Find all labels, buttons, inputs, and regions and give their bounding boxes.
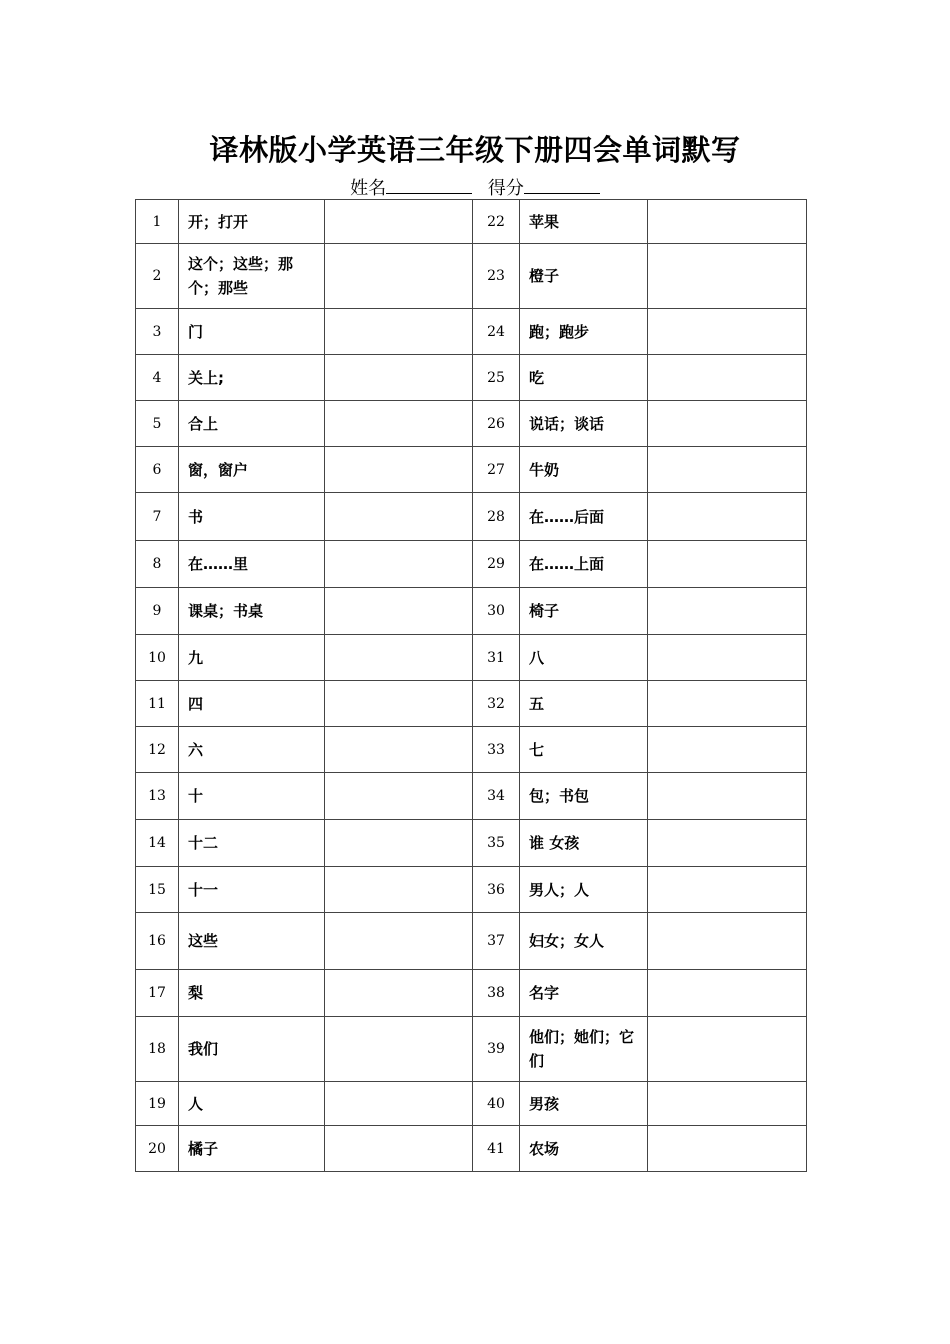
chinese-word: 六: [179, 727, 325, 773]
name-score-line: [0, 174, 950, 200]
answer-cell[interactable]: [648, 681, 807, 727]
answer-cell[interactable]: [648, 773, 807, 820]
chinese-word: 谁 女孩: [520, 820, 648, 867]
answer-cell[interactable]: [325, 244, 473, 309]
chinese-word: 关上;: [179, 355, 325, 401]
answer-cell[interactable]: [325, 447, 473, 493]
row-number: 3: [136, 309, 179, 355]
answer-cell[interactable]: [648, 493, 807, 541]
row-number: 23: [473, 244, 520, 309]
chinese-word: 梨: [179, 970, 325, 1017]
answer-cell[interactable]: [648, 541, 807, 588]
answer-cell[interactable]: [648, 244, 807, 309]
answer-cell[interactable]: [648, 913, 807, 970]
chinese-word: 牛奶: [520, 447, 648, 493]
table-row: [136, 773, 807, 820]
row-number: 29: [473, 541, 520, 588]
row-number: 26: [473, 401, 520, 447]
chinese-word: 妇女；女人: [520, 913, 648, 970]
answer-cell[interactable]: [648, 727, 807, 773]
row-number: 8: [136, 541, 179, 588]
answer-cell[interactable]: [325, 541, 473, 588]
answer-cell[interactable]: [325, 970, 473, 1017]
answer-cell[interactable]: [325, 727, 473, 773]
answer-cell[interactable]: [325, 681, 473, 727]
table-row: [136, 820, 807, 867]
row-number: 30: [473, 588, 520, 635]
row-number: 11: [136, 681, 179, 727]
row-number: 16: [136, 913, 179, 970]
answer-cell[interactable]: [648, 588, 807, 635]
table-row: [136, 200, 807, 244]
row-number: 37: [473, 913, 520, 970]
chinese-word: 五: [520, 681, 648, 727]
chinese-word: 吃: [520, 355, 648, 401]
answer-cell[interactable]: [325, 913, 473, 970]
answer-cell[interactable]: [648, 1082, 807, 1126]
chinese-word: 这个；这些；那个；那些: [179, 244, 325, 309]
chinese-word: 窗，窗户: [179, 447, 325, 493]
score-blank: [524, 176, 600, 194]
chinese-word: 包；书包: [520, 773, 648, 820]
answer-cell[interactable]: [648, 1126, 807, 1172]
answer-cell[interactable]: [325, 820, 473, 867]
row-number: 12: [136, 727, 179, 773]
answer-cell[interactable]: [648, 309, 807, 355]
vocab-table: [135, 199, 807, 1172]
chinese-word: 七: [520, 727, 648, 773]
chinese-word: 我们: [179, 1017, 325, 1082]
chinese-word: 名字: [520, 970, 648, 1017]
chinese-word: 椅子: [520, 588, 648, 635]
row-number: 35: [473, 820, 520, 867]
row-number: 32: [473, 681, 520, 727]
chinese-word: 橘子: [179, 1126, 325, 1172]
row-number: 1: [136, 200, 179, 244]
table-row: [136, 1082, 807, 1126]
row-number: 25: [473, 355, 520, 401]
table-row: [136, 635, 807, 681]
table-row: [136, 447, 807, 493]
chinese-word: 他们；她们；它们: [520, 1017, 648, 1082]
table-row: [136, 1126, 807, 1172]
answer-cell[interactable]: [325, 1017, 473, 1082]
chinese-word: 课桌；书桌: [179, 588, 325, 635]
page-title: 译林版小学英语三年级下册四会单词默写: [209, 133, 741, 167]
row-number: 24: [473, 309, 520, 355]
chinese-word: 合上: [179, 401, 325, 447]
name-label: 姓名: [350, 178, 387, 199]
answer-cell[interactable]: [325, 1082, 473, 1126]
answer-cell[interactable]: [325, 773, 473, 820]
answer-cell[interactable]: [325, 588, 473, 635]
table-row: [136, 1017, 807, 1082]
answer-cell[interactable]: [648, 867, 807, 913]
row-number: 17: [136, 970, 179, 1017]
table-row: [136, 588, 807, 635]
table-row: [136, 681, 807, 727]
chinese-word: 书: [179, 493, 325, 541]
chinese-word: 这些: [179, 913, 325, 970]
answer-cell[interactable]: [325, 200, 473, 244]
chinese-word: 人: [179, 1082, 325, 1126]
row-number: 31: [473, 635, 520, 681]
chinese-word: 男人；人: [520, 867, 648, 913]
chinese-word: 农场: [520, 1126, 648, 1172]
row-number: 33: [473, 727, 520, 773]
row-number: 4: [136, 355, 179, 401]
table-row: [136, 541, 807, 588]
row-number: 14: [136, 820, 179, 867]
row-number: 39: [473, 1017, 520, 1082]
answer-cell[interactable]: [648, 1017, 807, 1082]
row-number: 20: [136, 1126, 179, 1172]
chinese-word: 九: [179, 635, 325, 681]
row-number: 27: [473, 447, 520, 493]
chinese-word: 在……上面: [520, 541, 648, 588]
answer-cell[interactable]: [325, 355, 473, 401]
chinese-word: 橙子: [520, 244, 648, 309]
score-label: 得分: [487, 178, 524, 199]
row-number: 9: [136, 588, 179, 635]
row-number: 18: [136, 1017, 179, 1082]
row-number: 13: [136, 773, 179, 820]
chinese-word: 门: [179, 309, 325, 355]
table-row: [136, 244, 807, 309]
table-row: [136, 309, 807, 355]
row-number: 2: [136, 244, 179, 309]
chinese-word: 十二: [179, 820, 325, 867]
answer-cell[interactable]: [648, 970, 807, 1017]
row-number: 34: [473, 773, 520, 820]
row-number: 5: [136, 401, 179, 447]
table-row: [136, 970, 807, 1017]
chinese-word: 十: [179, 773, 325, 820]
chinese-word: 开；打开: [179, 200, 325, 244]
answer-cell[interactable]: [648, 355, 807, 401]
row-number: 22: [473, 200, 520, 244]
answer-cell[interactable]: [325, 867, 473, 913]
chinese-word: 十一: [179, 867, 325, 913]
table-row: [136, 727, 807, 773]
table-row: [136, 401, 807, 447]
answer-cell[interactable]: [648, 200, 807, 244]
chinese-word: 苹果: [520, 200, 648, 244]
chinese-word: 四: [179, 681, 325, 727]
answer-cell[interactable]: [325, 401, 473, 447]
row-number: 19: [136, 1082, 179, 1126]
answer-cell[interactable]: [648, 820, 807, 867]
answer-cell[interactable]: [325, 635, 473, 681]
answer-cell[interactable]: [325, 493, 473, 541]
answer-cell[interactable]: [325, 309, 473, 355]
row-number: 6: [136, 447, 179, 493]
row-number: 41: [473, 1126, 520, 1172]
chinese-word: 在……里: [179, 541, 325, 588]
name-blank: [386, 176, 472, 194]
row-number: 40: [473, 1082, 520, 1126]
table-row: [136, 355, 807, 401]
chinese-word: 跑；跑步: [520, 309, 648, 355]
row-number: 7: [136, 493, 179, 541]
table-row: [136, 493, 807, 541]
row-number: 36: [473, 867, 520, 913]
row-number: 28: [473, 493, 520, 541]
chinese-word: 在……后面: [520, 493, 648, 541]
table-row: [136, 867, 807, 913]
row-number: 38: [473, 970, 520, 1017]
row-number: 10: [136, 635, 179, 681]
answer-cell[interactable]: [648, 401, 807, 447]
answer-cell[interactable]: [325, 1126, 473, 1172]
answer-cell[interactable]: [648, 635, 807, 681]
answer-cell[interactable]: [648, 447, 807, 493]
chinese-word: 说话；谈话: [520, 401, 648, 447]
table-row: [136, 913, 807, 970]
chinese-word: 男孩: [520, 1082, 648, 1126]
row-number: 15: [136, 867, 179, 913]
chinese-word: 八: [520, 635, 648, 681]
